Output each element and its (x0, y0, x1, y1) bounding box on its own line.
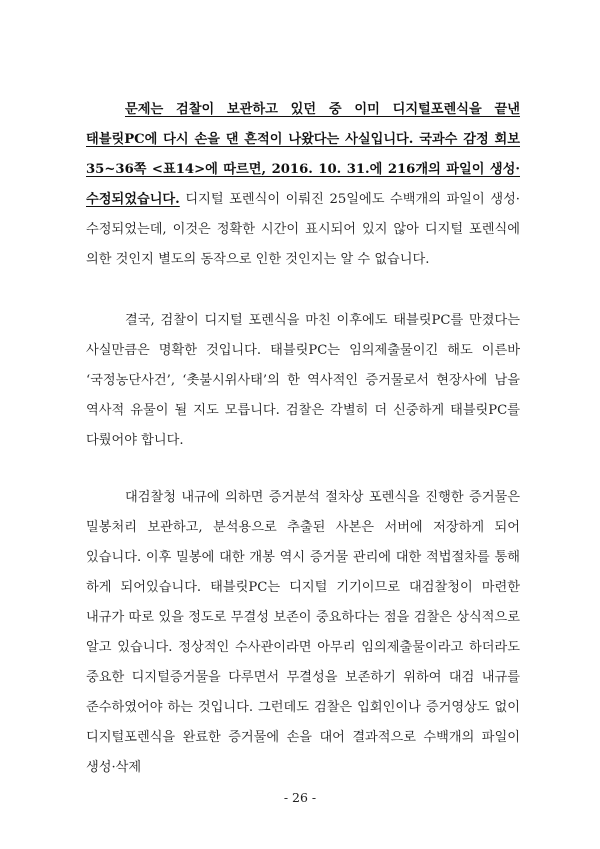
paragraph-2: 결국, 검찰이 디지털 포렌식을 마친 이후에도 태블릿PC를 만졌다는 사실만큼은 명확한 것입니다. 태블릿PC는 임의제출물이긴 해도 이른바 ‘국정농단사건’, ‘촛불시위사태’의 한 역사적인 증거물로서 현장사에 남을 역사적 유물이 될 지도 모릅니다. 검찰은 각별히 더 신중하게 태블릿PC를 다뤘어야 합니다. (86, 313, 520, 448)
page-number: - 26 - (283, 790, 317, 805)
paragraph-1-emphasis: 문제는 검찰이 보관하고 있던 중 이미 디지털포렌식을 끝낸 태블릿PC에 다시 손을 댄 흔적이 나왔다는 사실입니다. 국과수 감정 회보 35~36쪽 <표14>에 따르면, 2016. 10. 31.에 216개의 파일이 생성·수정되었습니다. (86, 102, 520, 207)
paragraph-1-text: 디지털 포렌식이 이뤄진 25일에도 수백개의 파일이 생성·수정되었는데, 이것은 정확한 시간이 표시되어 있지 않아 디지털 포렌식에 의한 것인지 별도의 동작으로 인한 것인지는 알 수 없습니다. (86, 192, 520, 267)
paragraph-1 (86, 95, 520, 275)
paragraph-3: 대검찰청 내규에 의하면 증거분석 절차상 포렌식을 진행한 증거물은 밀봉처리 보관하고, 분석용으로 추출된 사본은 서버에 저장하게 되어 있습니다. 이후 밀봉에 대한 개봉 역시 증거물 관리에 대한 적법절차를 통해 하게 되어있습니다. 태블릿PC는 디지털 기기이므로 대검찰청이 마련한 내규가 따로 있을 정도로 무결성 보존이 중요하다는 점을 검찰은 상식적으로 알고 있습니다. 정상적인 수사관이라면 아무리 임의제출물이라고 하더라도 중요한 디지털증거물을 다루면서 무결성을 보존하기 위하여 대검 내규를 준수하였어야 하는 것입니다. 그런데도 검찰은 입회인이나 증거영상도 없이 디지털포렌식을 완료한 증거물에 손을 대어 결과적으로 수백개의 파일이 생성·삭제 (86, 490, 520, 775)
